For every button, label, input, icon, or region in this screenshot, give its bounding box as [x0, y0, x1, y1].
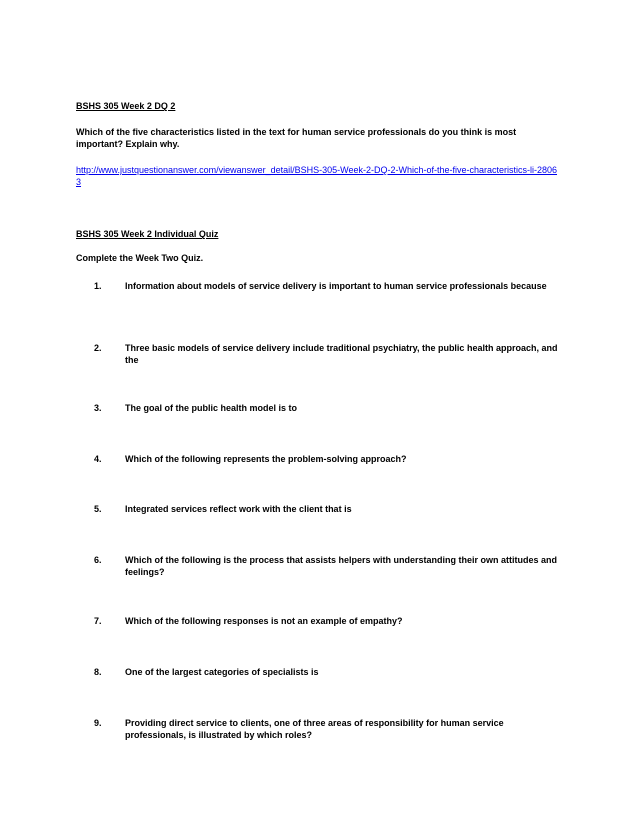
quiz-instruction: Complete the Week Two Quiz.: [76, 253, 204, 263]
question-text: Which of the following is the process that assists helpers with understanding their own attitudes and feelings?: [125, 555, 558, 577]
question-text: Three basic models of service delivery include traditional psychiatry, the public health approach, and the: [125, 343, 558, 365]
question-text: Information about models of service delivery is important to human service professionals because: [125, 281, 547, 291]
question-text: One of the largest categories of specialists is: [125, 667, 319, 677]
dq-answer-link[interactable]: http://www.justquestionanswer.com/viewanswer_detail/BSHS-305-Week-2-DQ-2-Which-of-the-five-characteristics-li-28063: [76, 165, 558, 187]
question-number: 1.: [94, 281, 102, 291]
question-number: 4.: [94, 454, 102, 464]
question-number: 9.: [94, 718, 102, 728]
question-text: The goal of the public health model is to: [125, 403, 298, 413]
question-number: 2.: [94, 343, 102, 353]
question-text: Integrated services reflect work with the client that is: [125, 504, 352, 514]
question-number: 7.: [94, 616, 102, 626]
question-number: 3.: [94, 403, 102, 413]
question-number: 6.: [94, 555, 102, 565]
quiz-heading: BSHS 305 Week 2 Individual Quiz: [76, 229, 219, 239]
question-number: 5.: [94, 504, 102, 514]
dq-heading: BSHS 305 Week 2 DQ 2: [76, 101, 176, 111]
question-text: Providing direct service to clients, one of three areas of responsibility for human service professionals, is illustrated by which roles?: [125, 718, 504, 740]
question-number: 8.: [94, 667, 102, 677]
dq-question: Which of the five characteristics listed in the text for human service professionals do you think is most important? Explain why.: [76, 127, 517, 149]
question-text: Which of the following responses is not an example of empathy?: [125, 616, 403, 626]
question-text: Which of the following represents the problem-solving approach?: [125, 454, 407, 464]
